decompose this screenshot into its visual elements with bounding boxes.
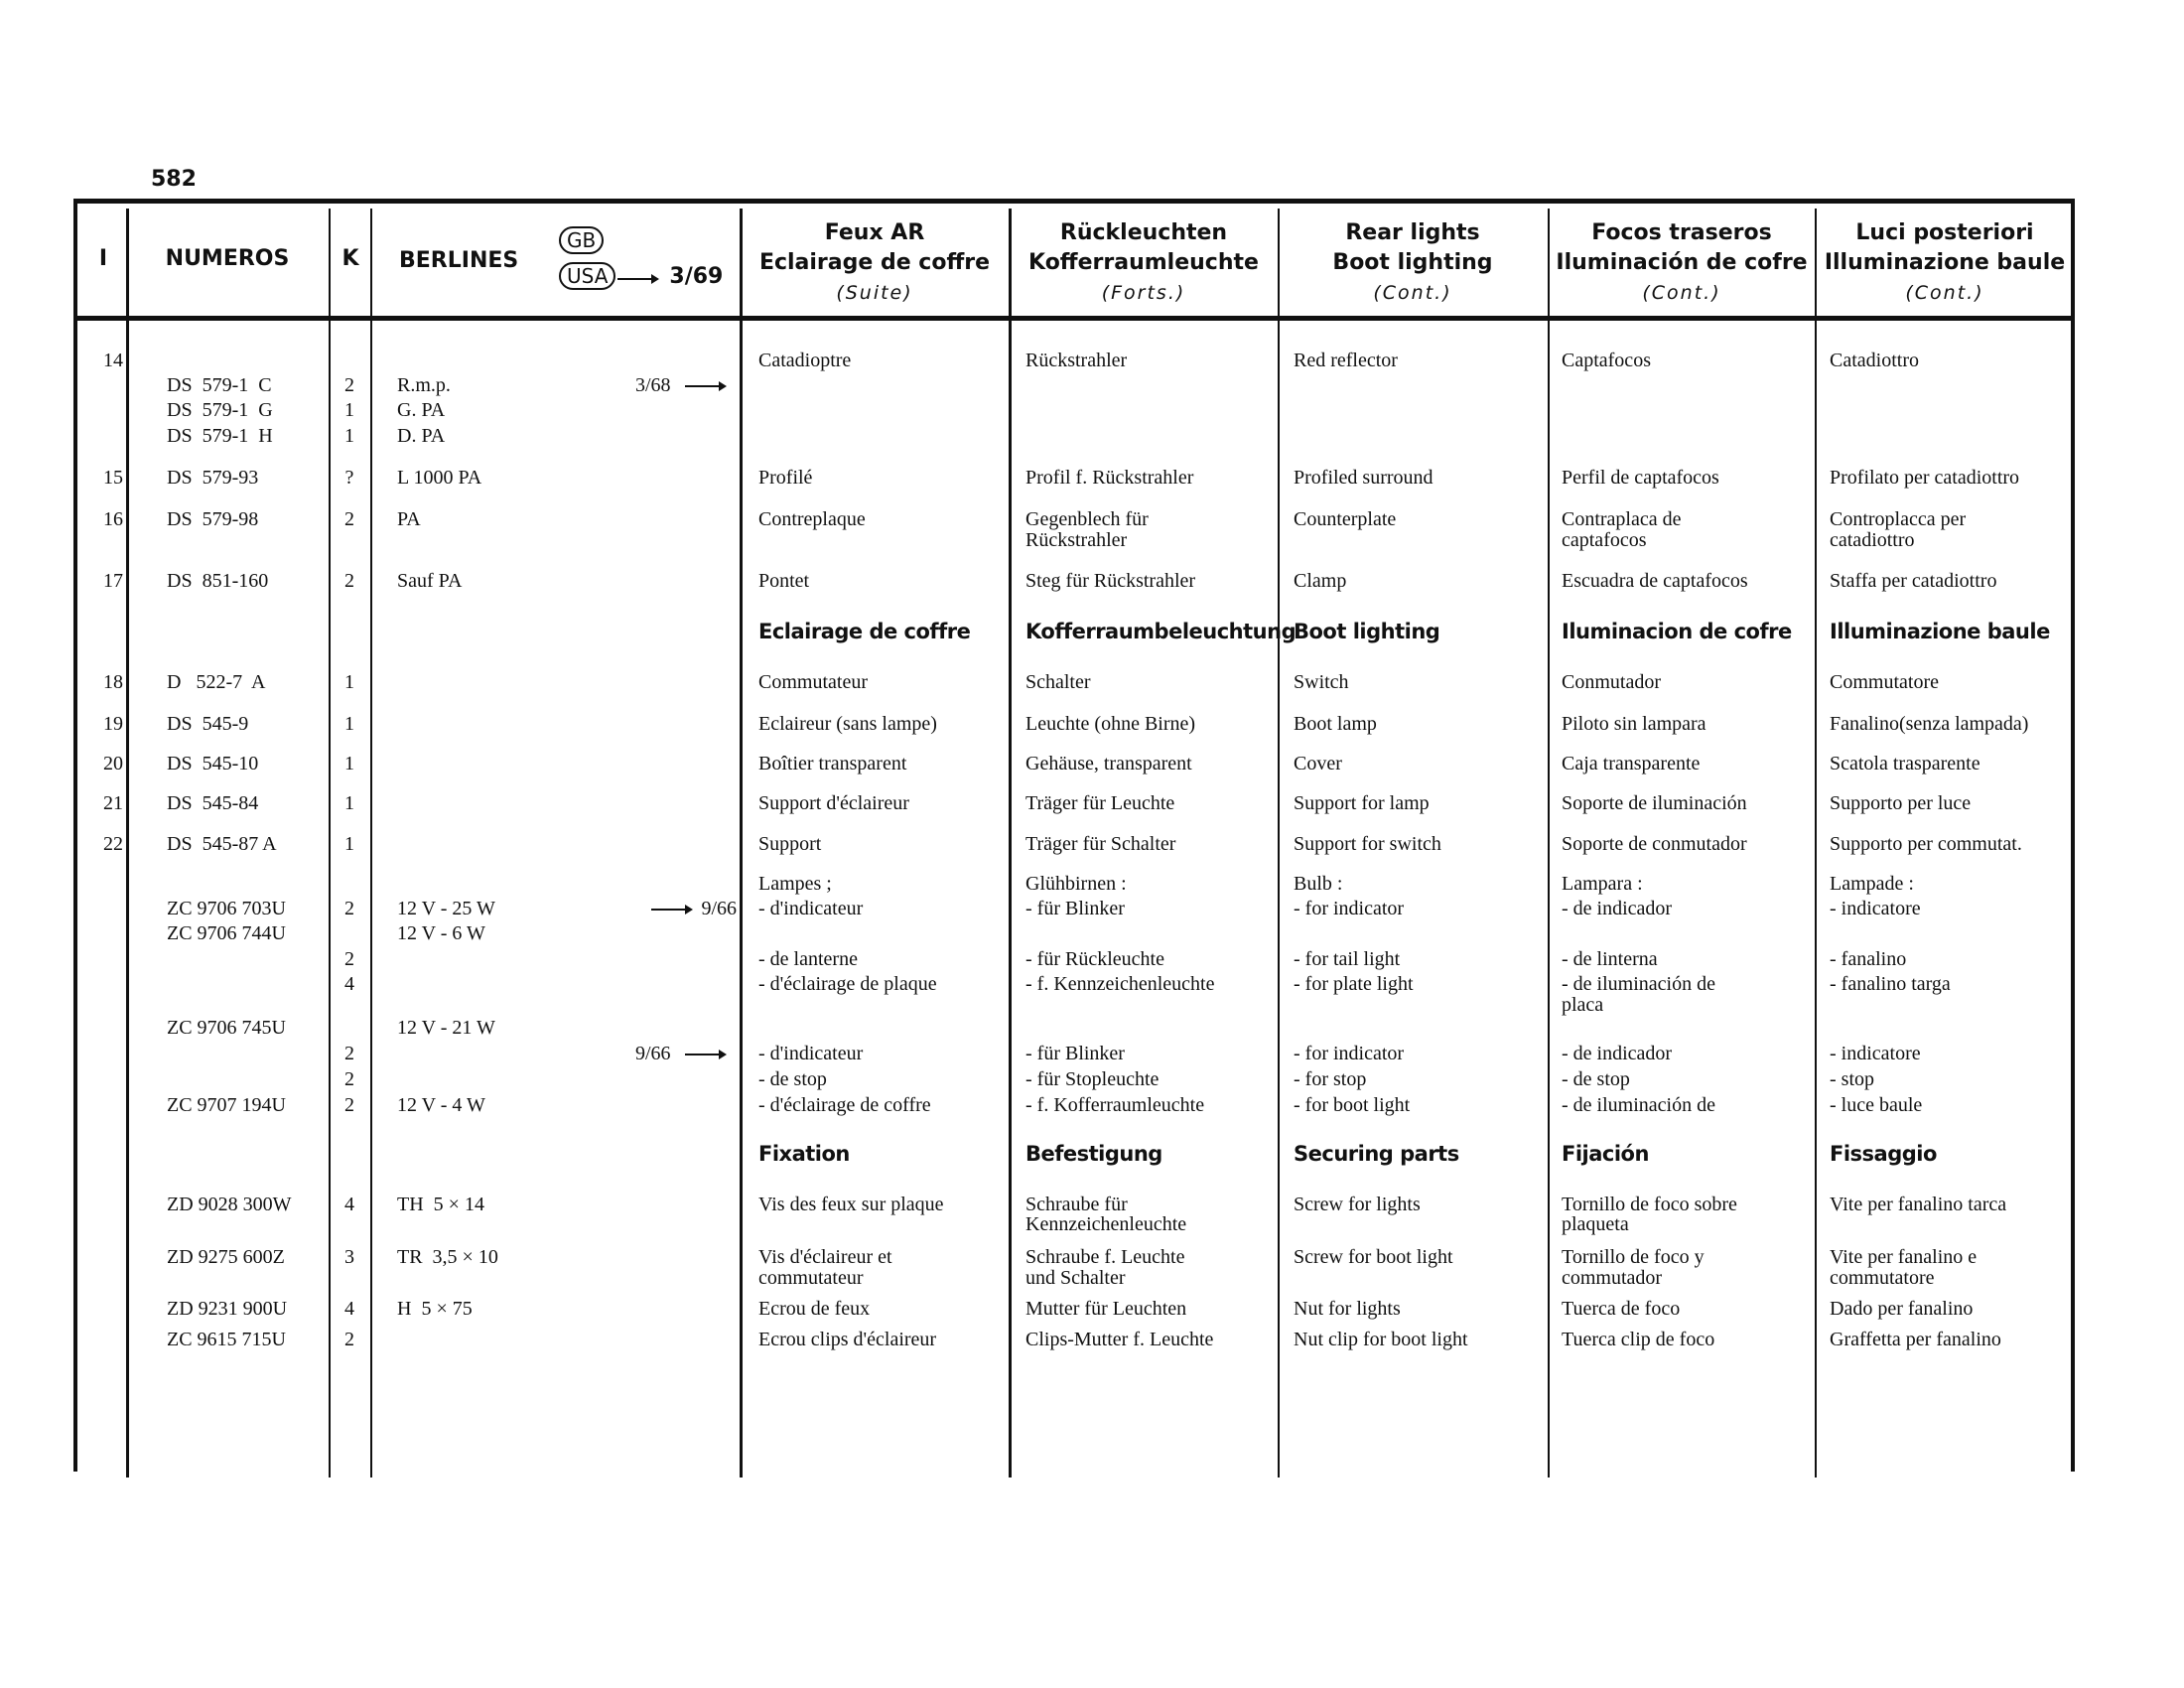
page-number: 582 [151, 167, 197, 192]
desc-it: - fanalino targa [1830, 973, 1951, 995]
header-en-line1: Rear lights [1345, 220, 1480, 245]
quantity: 2 [344, 1094, 354, 1116]
desc-fr: commutateur [758, 1267, 864, 1289]
model-spec: G. PA [397, 399, 446, 421]
quantity: ? [344, 467, 354, 489]
header-en-line2: Boot lighting [1332, 250, 1493, 275]
part-number: DS 579-1 H [167, 425, 273, 447]
desc-en: Red reflector [1294, 350, 1398, 371]
desc-de: Glühbirnen : [1025, 873, 1127, 895]
desc-it: Catadiottro [1830, 350, 1919, 371]
desc-it: - indicatore [1830, 898, 1921, 919]
date-label: 9/66 [701, 898, 737, 919]
desc-fr: Ecrou clips d'éclaireur [758, 1329, 937, 1350]
desc-de: - f. Kennzeichenleuchte [1025, 973, 1215, 995]
date-label: 3/68 [635, 374, 671, 396]
model-spec: H 5 × 75 [397, 1298, 473, 1320]
desc-en: Support for lamp [1294, 792, 1430, 814]
desc-de: Träger für Schalter [1025, 833, 1176, 855]
quantity: 4 [344, 1298, 354, 1320]
desc-de: Mutter für Leuchten [1025, 1298, 1187, 1320]
date-label: 9/66 [635, 1043, 671, 1064]
model-spec: R.m.p. [397, 374, 451, 396]
arrow-icon [685, 385, 725, 387]
desc-fr: Support [758, 833, 822, 855]
desc-fr: Boîtier transparent [758, 753, 907, 774]
header-lang-es [1553, 218, 1811, 308]
desc-it: Vite per fanalino tarca [1830, 1194, 2007, 1215]
row-index: 21 [103, 792, 123, 814]
desc-de: Rückstrahler [1025, 350, 1128, 371]
desc-en: Nut clip for boot light [1294, 1329, 1468, 1350]
desc-en: - for tail light [1294, 948, 1401, 970]
desc-it: Graffetta per fanalino [1830, 1329, 2001, 1350]
row-index: 15 [103, 467, 123, 489]
desc-fr: Contreplaque [758, 508, 866, 530]
desc-es: Perfil de captafocos [1562, 467, 1719, 489]
section-heading-en: Boot lighting [1294, 620, 1440, 643]
part-number: DS 579-93 [167, 467, 259, 489]
quantity: 2 [344, 948, 354, 970]
desc-fr: Vis des feux sur plaque [758, 1194, 944, 1215]
desc-de: Schalter [1025, 671, 1091, 693]
desc-es: Conmutador [1562, 671, 1661, 693]
desc-en: - for indicator [1294, 898, 1405, 919]
header-divider [73, 316, 2075, 321]
desc-it: Lampade : [1830, 873, 1914, 895]
date-change [566, 898, 737, 920]
desc-es: plaqueta [1562, 1213, 1629, 1235]
part-number: DS 545-84 [167, 792, 259, 814]
desc-de: Gehäuse, transparent [1025, 753, 1192, 774]
desc-it: - indicatore [1830, 1043, 1921, 1064]
quantity: 1 [344, 753, 354, 774]
desc-de: Profil f. Rückstrahler [1025, 467, 1194, 489]
model-spec: 12 V - 25 W [397, 898, 495, 919]
desc-fr: - de stop [758, 1068, 827, 1090]
section-heading-de: Kofferraumbeleuchtung [1025, 620, 1297, 643]
desc-de: Kennzeichenleuchte [1025, 1213, 1187, 1235]
header-market-badges [559, 226, 723, 290]
desc-en: Screw for lights [1294, 1194, 1421, 1215]
part-number: ZC 9615 715U [167, 1329, 286, 1350]
desc-de: Steg für Rückstrahler [1025, 570, 1196, 592]
desc-es: Escuadra de captafocos [1562, 570, 1748, 592]
part-number: D 522-7 A [167, 671, 266, 693]
desc-it: Supporto per luce [1830, 792, 1972, 814]
desc-it: Dado per fanalino [1830, 1298, 1974, 1320]
desc-it: Vite per fanalino e [1830, 1246, 1978, 1268]
desc-en: Nut for lights [1294, 1298, 1401, 1320]
quantity: 4 [344, 1194, 354, 1215]
header-lang-it [1820, 218, 2070, 308]
quantity: 2 [344, 1068, 354, 1090]
col-divider [126, 209, 129, 1477]
row-index: 17 [103, 570, 123, 592]
header-k: K [341, 246, 359, 271]
desc-it: Scatola trasparente [1830, 753, 1980, 774]
desc-it: Profilato per catadiottro [1830, 467, 2020, 489]
desc-de: - für Blinker [1025, 898, 1125, 919]
desc-en: Profiled surround [1294, 467, 1433, 489]
berlines-date: 3/69 [669, 264, 724, 289]
desc-de: Schraube für [1025, 1194, 1128, 1215]
header-de-line2: Kofferraumleuchte [1028, 250, 1259, 275]
quantity: 1 [344, 792, 354, 814]
model-spec: PA [397, 508, 421, 530]
desc-es: Tornillo de foco sobre [1562, 1194, 1737, 1215]
desc-de: Gegenblech für [1025, 508, 1149, 530]
desc-de: Träger für Leuchte [1025, 792, 1175, 814]
part-number: ZC 9706 745U [167, 1017, 286, 1039]
desc-en: - for stop [1294, 1068, 1367, 1090]
desc-en: Support for switch [1294, 833, 1441, 855]
row-index: 16 [103, 508, 123, 530]
model-spec: TH 5 × 14 [397, 1194, 484, 1215]
desc-fr: - d'indicateur [758, 898, 864, 919]
desc-de: Clips-Mutter f. Leuchte [1025, 1329, 1214, 1350]
desc-it: Commutatore [1830, 671, 1939, 693]
part-number: ZC 9706 744U [167, 922, 286, 944]
section-heading-es: Iluminacion de cofre [1562, 620, 1792, 643]
desc-de: Leuchte (ohne Birne) [1025, 713, 1196, 735]
row-index: 14 [103, 350, 123, 371]
desc-fr: Commutateur [758, 671, 868, 693]
desc-es: - de iluminación de [1562, 973, 1715, 995]
desc-fr: Eclaireur (sans lampe) [758, 713, 937, 735]
desc-es: - de iluminación de [1562, 1094, 1715, 1116]
header-en-sub: (Cont.) [1373, 282, 1452, 304]
header-de-sub: (Forts.) [1101, 282, 1186, 304]
header-index: I [98, 246, 108, 271]
section-heading-en: Securing parts [1294, 1142, 1459, 1166]
quantity: 1 [344, 399, 354, 421]
model-spec: Sauf PA [397, 570, 463, 592]
part-number: DS 579-1 C [167, 374, 272, 396]
part-number: ZC 9707 194U [167, 1094, 286, 1116]
model-spec: 12 V - 21 W [397, 1017, 495, 1039]
desc-fr: Vis d'éclaireur et [758, 1246, 892, 1268]
quantity: 1 [344, 833, 354, 855]
model-spec: L 1000 PA [397, 467, 482, 489]
desc-it: Fanalino(senza lampada) [1830, 713, 2029, 735]
header-es-line1: Focos traseros [1591, 220, 1772, 245]
desc-fr: Pontet [758, 570, 810, 592]
desc-es: - de indicador [1562, 1043, 1673, 1064]
desc-es: Caja transparente [1562, 753, 1701, 774]
col-divider [1278, 209, 1280, 1477]
quantity: 2 [344, 508, 354, 530]
desc-en: Clamp [1294, 570, 1347, 592]
part-number: DS 579-98 [167, 508, 259, 530]
part-number: DS 545-9 [167, 713, 249, 735]
desc-es: - de indicador [1562, 898, 1673, 919]
desc-de: - für Stopleuchte [1025, 1068, 1160, 1090]
desc-es: Piloto sin lampara [1562, 713, 1706, 735]
part-number: ZD 9231 900U [167, 1298, 288, 1320]
desc-fr: Ecrou de feux [758, 1298, 871, 1320]
desc-es: Tuerca de foco [1562, 1298, 1681, 1320]
model-spec: TR 3,5 × 10 [397, 1246, 498, 1268]
desc-es: Tornillo de foco y [1562, 1246, 1705, 1268]
desc-es: commutador [1562, 1267, 1663, 1289]
part-number: DS 851-160 [167, 570, 269, 592]
header-fr-sub: (Suite) [836, 282, 913, 304]
desc-es: Soporte de iluminación [1562, 792, 1747, 814]
desc-it: Staffa per catadiottro [1830, 570, 1997, 592]
quantity: 2 [344, 898, 354, 919]
header-fr-line2: Eclairage de coffre [758, 250, 991, 275]
header-fr-line1: Feux AR [824, 220, 925, 245]
desc-es: Soporte de conmutador [1562, 833, 1747, 855]
desc-it: Supporto per commutat. [1830, 833, 2022, 855]
desc-en: Switch [1294, 671, 1349, 693]
desc-es: placa [1562, 994, 1604, 1016]
part-number: DS 545-10 [167, 753, 259, 774]
part-number: ZD 9275 600Z [167, 1246, 285, 1268]
quantity: 4 [344, 973, 354, 995]
desc-it: Controplacca per [1830, 508, 1967, 530]
desc-de: Schraube f. Leuchte [1025, 1246, 1185, 1268]
desc-de: Rückstrahler [1025, 529, 1128, 551]
desc-fr: Profilé [758, 467, 813, 489]
quantity: 2 [344, 374, 354, 396]
gb-badge: GB [559, 226, 604, 254]
desc-fr: - d'éclairage de coffre [758, 1094, 931, 1116]
header-de-line1: Rückleuchten [1059, 220, 1228, 245]
usa-badge: USA [559, 262, 615, 290]
quantity: 2 [344, 570, 354, 592]
section-heading-es: Fijación [1562, 1142, 1649, 1166]
desc-fr: Lampes ; [758, 873, 832, 895]
header-it-line2: Illuminazione baule [1824, 250, 2066, 275]
desc-fr: - d'éclairage de plaque [758, 973, 937, 995]
col-divider [370, 209, 372, 1477]
desc-de: - für Rückleuchte [1025, 948, 1164, 970]
col-divider [1548, 209, 1550, 1477]
desc-en: Bulb : [1294, 873, 1343, 895]
date-change [566, 374, 737, 397]
quantity: 2 [344, 1329, 354, 1350]
desc-en: Counterplate [1294, 508, 1397, 530]
desc-en: - for indicator [1294, 1043, 1405, 1064]
desc-de: und Schalter [1025, 1267, 1126, 1289]
arrow-icon [651, 909, 691, 911]
header-lang-fr [745, 218, 1005, 308]
arrow-icon [685, 1054, 725, 1055]
col-divider [1009, 209, 1012, 1477]
desc-en: Boot lamp [1294, 713, 1377, 735]
row-index: 22 [103, 833, 123, 855]
desc-fr: Support d'éclaireur [758, 792, 909, 814]
date-change [566, 1043, 737, 1065]
header-berlines: BERLINES [399, 248, 519, 273]
row-index: 20 [103, 753, 123, 774]
desc-es: Tuerca clip de foco [1562, 1329, 1715, 1350]
desc-de: - f. Kofferraumleuchte [1025, 1094, 1205, 1116]
quantity: 1 [344, 713, 354, 735]
part-number: ZD 9028 300W [167, 1194, 292, 1215]
quantity: 1 [344, 671, 354, 693]
header-es-sub: (Cont.) [1642, 282, 1721, 304]
arrow-icon [617, 278, 657, 280]
desc-es: Contraplaca de [1562, 508, 1682, 530]
section-heading-it: Fissaggio [1830, 1142, 1937, 1166]
desc-it: - luce baule [1830, 1094, 1923, 1116]
row-index: 19 [103, 713, 123, 735]
header-lang-de [1014, 218, 1274, 308]
model-spec: D. PA [397, 425, 446, 447]
part-number: DS 579-1 G [167, 399, 273, 421]
quantity: 3 [344, 1246, 354, 1268]
desc-it: commutatore [1830, 1267, 1935, 1289]
header-it-sub: (Cont.) [1905, 282, 1984, 304]
desc-it: catadiottro [1830, 529, 1915, 551]
model-spec: 12 V - 4 W [397, 1094, 485, 1116]
desc-it: - stop [1830, 1068, 1874, 1090]
desc-fr: - de lanterne [758, 948, 858, 970]
section-heading-fr: Eclairage de coffre [758, 620, 971, 643]
section-heading-it: Illuminazione baule [1830, 620, 2050, 643]
desc-en: - for boot light [1294, 1094, 1411, 1116]
part-number: DS 545-87 A [167, 833, 277, 855]
desc-it: - fanalino [1830, 948, 1907, 970]
desc-es: captafocos [1562, 529, 1647, 551]
part-number: ZC 9706 703U [167, 898, 286, 919]
col-divider [1815, 209, 1817, 1477]
desc-es: Lampara : [1562, 873, 1643, 895]
quantity: 1 [344, 425, 354, 447]
header-lang-en [1283, 218, 1543, 308]
desc-es: - de stop [1562, 1068, 1630, 1090]
row-index: 18 [103, 671, 123, 693]
section-heading-de: Befestigung [1025, 1142, 1162, 1166]
desc-fr: Catadioptre [758, 350, 852, 371]
desc-en: - for plate light [1294, 973, 1414, 995]
header-it-line1: Luci posteriori [1855, 220, 2034, 245]
model-spec: 12 V - 6 W [397, 922, 485, 944]
desc-en: Screw for boot light [1294, 1246, 1453, 1268]
section-heading-fr: Fixation [758, 1142, 850, 1166]
col-divider [740, 209, 743, 1477]
quantity: 2 [344, 1043, 354, 1064]
desc-de: - für Blinker [1025, 1043, 1125, 1064]
desc-fr: - d'indicateur [758, 1043, 864, 1064]
header-numeros: NUMEROS [165, 246, 290, 271]
desc-es: Captafocos [1562, 350, 1651, 371]
header-es-line2: Iluminación de cofre [1556, 250, 1808, 275]
desc-en: Cover [1294, 753, 1342, 774]
desc-es: - de linterna [1562, 948, 1658, 970]
